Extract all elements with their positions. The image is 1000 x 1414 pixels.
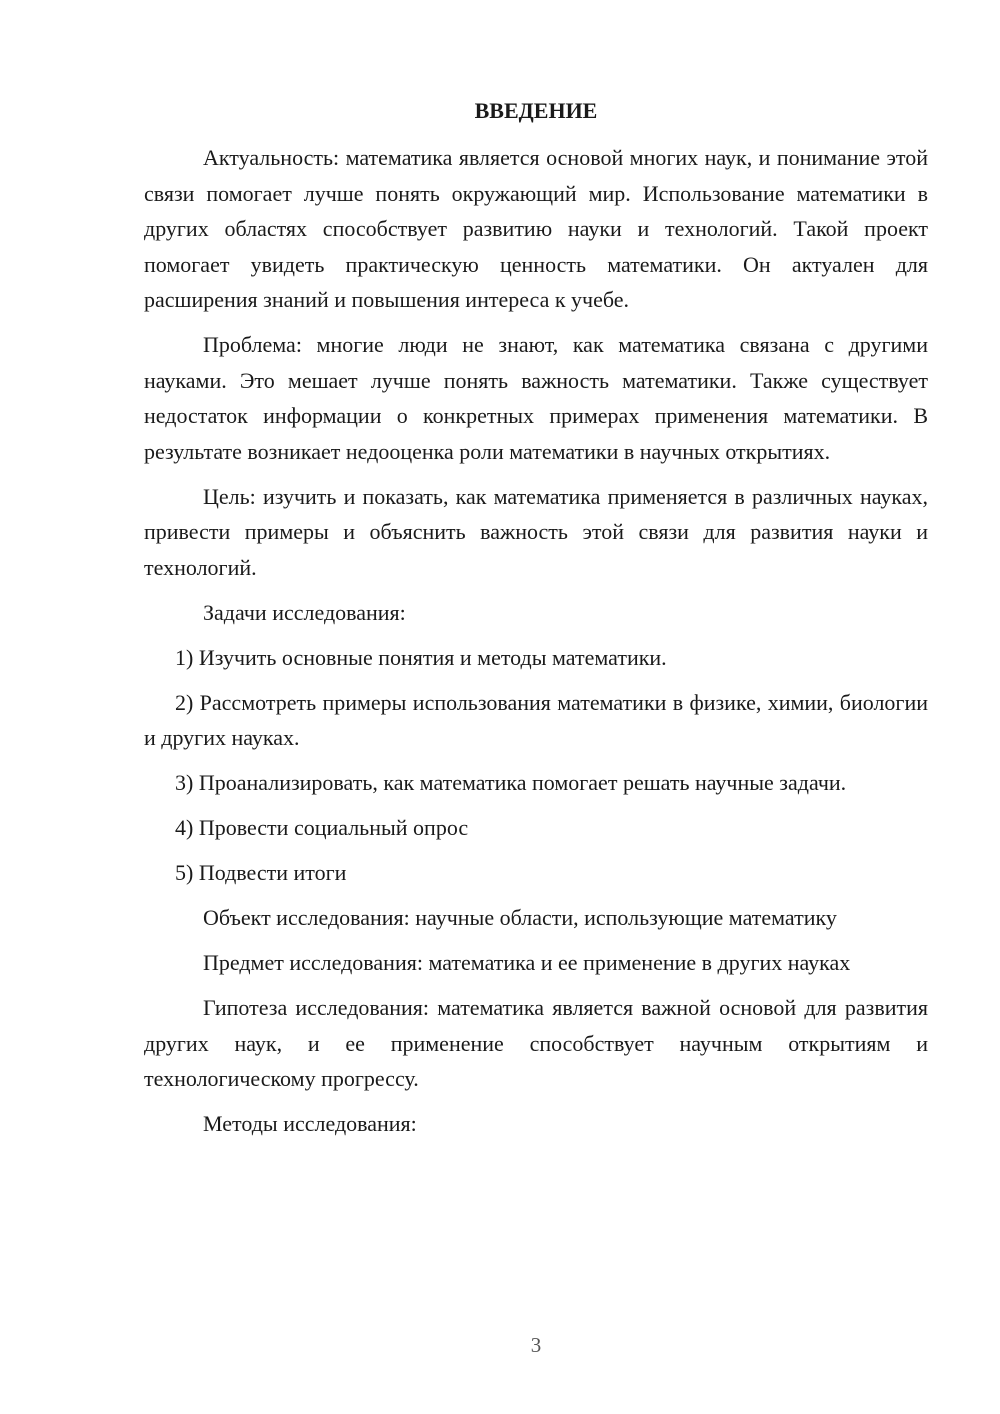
- task-item-5: 5) Подвести итоги: [175, 860, 347, 885]
- page-number: 3: [530, 1333, 542, 1357]
- research-object: Объект исследования: научные области, использующие математику: [203, 905, 837, 930]
- task-item-1: 1) Изучить основные понятия и методы математики.: [175, 644, 667, 670]
- research-subject: Предмет исследования: математика и ее применение в других науках: [203, 950, 851, 975]
- research-hypothesis: Гипотеза исследования: математика является важной основой для развития других наук, и ее применение способствует научным открытиям и технологическому прогрессу.: [144, 995, 928, 1091]
- task-item-2: 2) Рассмотреть примеры использования математики в физике, химии, биологии и других науках.: [144, 689, 928, 750]
- page-body: [144, 94, 928, 1151]
- task-item-3: 3) Проанализировать, как математика помогает решать научные задачи.: [175, 770, 847, 795]
- tasks-heading: Задачи исследования:: [203, 599, 406, 625]
- task-item-4: 4) Провести социальный опрос: [175, 815, 469, 840]
- section-heading: ВВЕДЕНИЕ: [474, 98, 598, 123]
- research-methods-heading: Методы исследования:: [203, 1111, 417, 1136]
- problem-paragraph: Проблема: многие люди не знают, как математика связана с другими науками. Это мешает лучше понять важность математики. Также существует недостаток информации о конкретных примерах применения математики. В результате возникает недооценка роли математики в научных открытиях.: [144, 332, 928, 464]
- relevance-paragraph: Актуальность: математика является основой многих наук, и понимание этой связи помогает лучше понять окружающий мир. Использование математики в других областях способствует развитию науки и технологий. Такой проект помогает увидеть практическую ценность математики. Он актуален для расширения знаний и повышения интереса к учебе.: [144, 145, 928, 312]
- goal-paragraph: Цель: изучить и показать, как математика применяется в различных науках, привести примеры и объяснить важность этой связи для развития науки и технологий.: [144, 483, 928, 580]
